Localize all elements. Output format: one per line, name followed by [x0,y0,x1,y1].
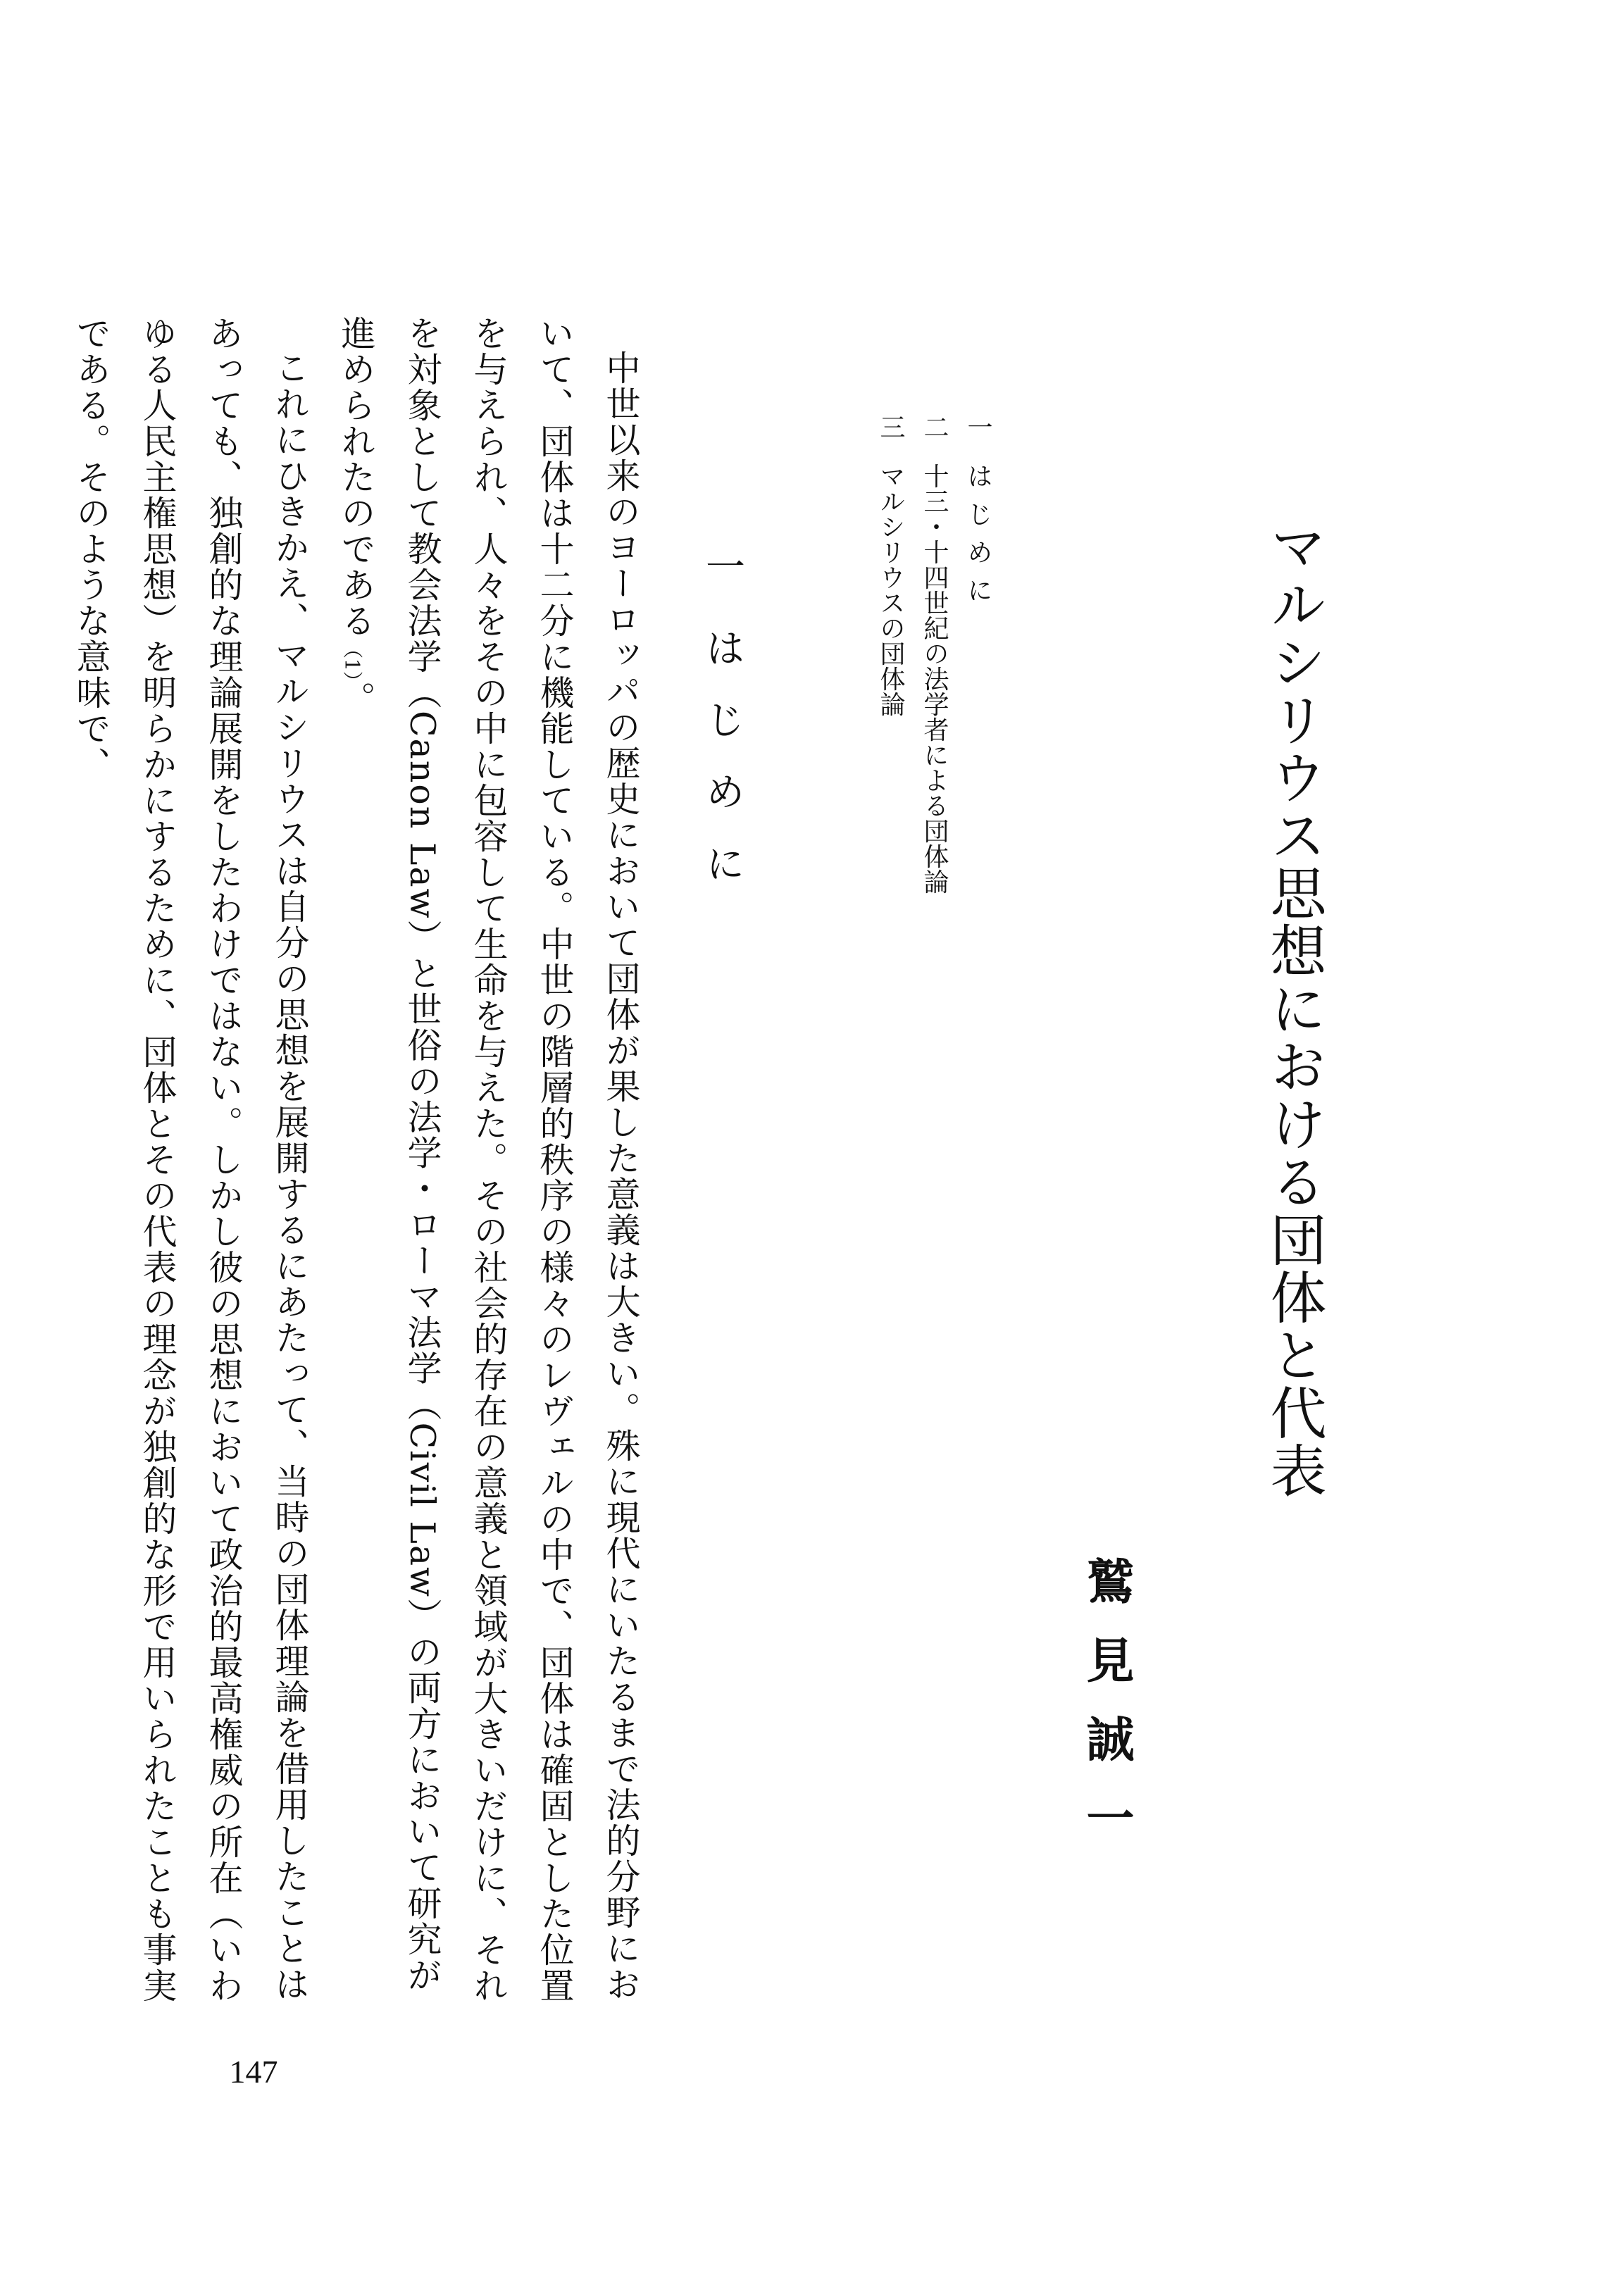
paragraph [58,316,323,2027]
page-number: 147 [229,2054,278,2090]
toc-entry [920,414,948,949]
section-number: 一 [699,546,745,618]
footnote-reference: （1） [340,639,364,681]
toc-entry-number: 三 [876,414,905,439]
paragraph [323,316,654,2027]
author-name: 鷲見誠一 [1078,1556,1135,1872]
toc-entry-label: マルシリウスの団体論 [876,463,905,717]
paragraph-text: これにひきかえ、マルシリウスは自分の思想を展開するにあたって、当時の団体理論を借用したことはあっても、独創的な理論展開をしたわけではない。しかし彼の思想において政治的最高権威の所在（いわゆる人民主権思想）を明らかにするために、団体とその代表の理念が独創的な形で用いられたことも事実である。そのような意味で、 [71,316,310,2004]
toc-entry [876,414,904,949]
table-of-contents [865,414,992,949]
paragraph-end: 。 [336,680,376,717]
toc-entry-label: はじめに [964,463,992,616]
article-title: マルシリウス思想における団体と代表 [1261,518,1326,1499]
toc-entry-label: 十三・十四世紀の法学者による団体論 [920,463,949,894]
body-text [71,316,654,2027]
toc-entry-number: 二 [920,414,949,439]
section-title: はじめに [699,628,745,915]
paragraph-text: 中世以来のヨーロッパの歴史において団体が果した意義は大きい。殊に現代にいたるまで法的分野において、団体は十二分に機能している。中世の階層的秩序の様々のレヴェルの中で、団体は確固とした位置を与えられ、人々をその中に包容して生命を与えた。その社会的存在の意義と領域が大きいだけに、それを対象として教会法学（Canon Law）と世俗の法学・ローマ法学（Civil Law）の両方において研究が進められたのである [336,316,641,2004]
toc-entry [964,414,992,949]
toc-entry-number: 一 [964,414,992,439]
section-heading [697,546,747,968]
